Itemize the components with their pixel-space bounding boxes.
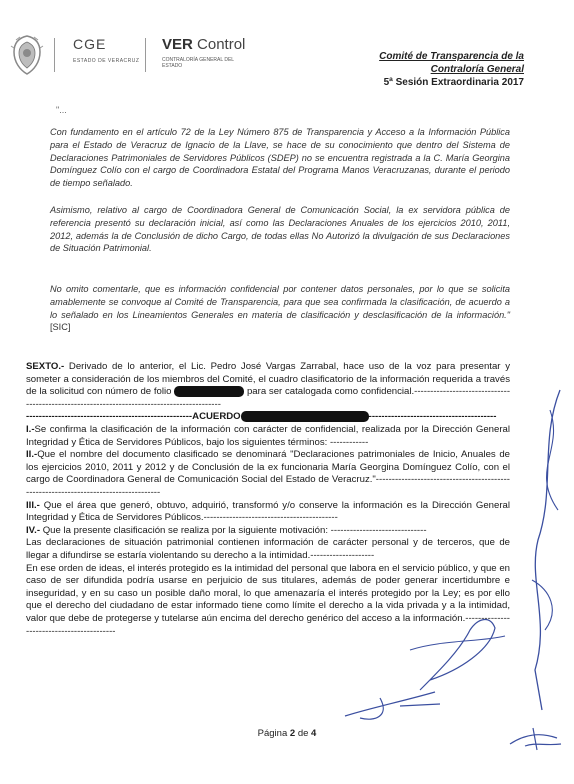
sexto-paragraph: [26, 361, 510, 411]
ver-control-logo: [162, 36, 245, 53]
footer-middle: de: [295, 728, 312, 739]
item-iv-label: IV.-: [26, 524, 41, 536]
signature-bottom-left: [340, 686, 450, 726]
quoted-paragraph-3-text: No omito comentarle, que es información confidencial por contener datos personales, por lo que se solicita amablemente se convoque al Comité de Transparencia, para que sea confirmada la clasificación, de acuerdo a lo señalado en los Lineamientos Generales en materia de clasificación y desclasificación de la información.": [50, 284, 510, 320]
item-iii-label: III.-: [26, 499, 40, 511]
quoted-paragraph-1: Con fundamento en el artículo 72 de la Ley Número 875 de Transparencia y Acceso a la Información Pública para el Estado de Veracruz de Ignacio de la Llave, se hace de su conocimiento que dentro del Sistema de Declaraciones Patrimoniales de Servidores Públicos (SDEP) no se encuentra registrada a la C. María Georgina Domínguez Colío con el cargo de Coordinadora Estatal del Programa Manos Veracruzanas, durante el periodo de tiempo señalado.: [50, 127, 510, 189]
ver-bold-text: VER: [162, 36, 193, 53]
cge-subtitle: ESTADO DE VERACRUZ: [73, 58, 140, 64]
motivation-paragraph-2: En ese orden de ideas, el interés protegido es la intimidad del personal que labora en el servicio público, y que en caso de ser difundida podría usarse en perjuicio de sus titulares, además de poder generar incertidumbre e inseguridad, y en su caso un posible daño moral, lo que amenazaría el interés protegido por la Ley; es por ello que el derecho del ciudadano de estar informado tiene como límite el derecho a la vida privada y a la intimidad, valor que debe de protegerse y tutelarse aún encima del derecho genérico del acceso a la información.------------------------------------------: [26, 562, 510, 637]
quoted-paragraph-2: Asimismo, relativo al cargo de Coordinadora General de Comunicación Social, la ex servidora pública de referencia presentó su declaración inicial, así como las Declaraciones Anuales de los ejercicios 2010, 2011, 2012, además la de Conclusión de dicho Cargo, de todas ellas No Autorizó la divulgación de sus Declaraciones de Situación Patrimonial.: [50, 205, 510, 254]
signature-margin-right: [520, 380, 570, 720]
page-footer: [0, 728, 574, 739]
motivation-paragraph-1: Las declaraciones de situación patrimonial contienen información de carácter personal y de terceros, que de llegar a difundirse se estaría violentando su derecho a la intimidad.--------------------: [26, 537, 510, 561]
sexto-text-a: Derivado de lo anterior, el Lic. Pedro José Vargas Zarrabal, hace uso de la voz para presentar y someter a consideración de los miembros del Comité, el cuadro clasificatorio de la información requerida a través de la solicitud con número de folio: [26, 361, 510, 398]
redacted-folio: [174, 386, 244, 397]
sic-mark: [SIC]: [50, 322, 71, 333]
session-title: 5ª Sesión Extraordinaria 2017: [383, 77, 524, 88]
header-divider-1: [54, 38, 55, 72]
committee-line-2: Contraloría General: [430, 64, 524, 75]
committee-line-1: Comité de Transparencia de la: [379, 51, 524, 62]
header-divider-2: [145, 38, 146, 72]
item-iii-text: Que el área que generó, obtuvo, adquirió, transformó y/o conserve la información es la Dirección General Integridad y Ética de Servidores Públicos.------------------------------------------: [26, 499, 510, 524]
cge-title: CGE: [73, 36, 107, 52]
committee-header: [379, 50, 524, 89]
item-iv: [26, 525, 510, 538]
item-ii-text: Que el nombre del documento clasificado se denominará "Declaraciones patrimoniales de Inicio, Anuales de los ejercicios 2010, 2011 y 2012 y de Conclusión de la ex funcionaria María Georgina Domínguez Colío, con el cargo de Coordinadora General de Comunicación Social del Estado de Veracruz."------------------------------------------------------------------------------------: [26, 449, 510, 498]
quoted-paragraph-3: [50, 283, 510, 334]
ver-light-text: Control: [197, 36, 246, 53]
item-iv-text: Que la presente clasificación se realiza por la siguiente motivación: ------------------------------: [40, 524, 427, 536]
coat-of-arms-logo: [10, 34, 44, 76]
sexto-text-b: para ser catalogada como confidencial.-------------------------------------------------------------------------------------------: [26, 386, 511, 410]
acuerdo-dashes-left: ----------------------------------------------------: [26, 411, 193, 423]
acuerdo-line: [26, 411, 510, 424]
body-section: [26, 361, 510, 638]
item-ii: [26, 449, 510, 499]
footer-total-pages: 4: [311, 728, 317, 739]
item-iii: [26, 500, 510, 525]
footer-prefix: Página: [257, 728, 290, 739]
acuerdo-dashes-right: ----------------------------------------: [368, 411, 497, 423]
sexto-label: SEXTO.-: [26, 361, 65, 372]
ver-control-subtitle: CONTRALORÍA GENERAL DEL ESTADO: [162, 57, 234, 69]
item-i-label: I.-: [26, 424, 35, 436]
item-ii-label: II.-: [26, 449, 38, 461]
item-i: [26, 424, 510, 449]
quote-open-mark: "...: [56, 105, 67, 115]
acuerdo-label: ACUERDO: [192, 411, 241, 423]
redacted-acuerdo-number: [241, 411, 369, 422]
footer-page-number: 2: [289, 728, 296, 739]
item-i-text: Se confirma la clasificación de la información con carácter de confidencial, realizada por la Dirección General Integridad y Ética de Servidores Públicos, bajo los siguientes términos: ------------: [26, 424, 510, 448]
